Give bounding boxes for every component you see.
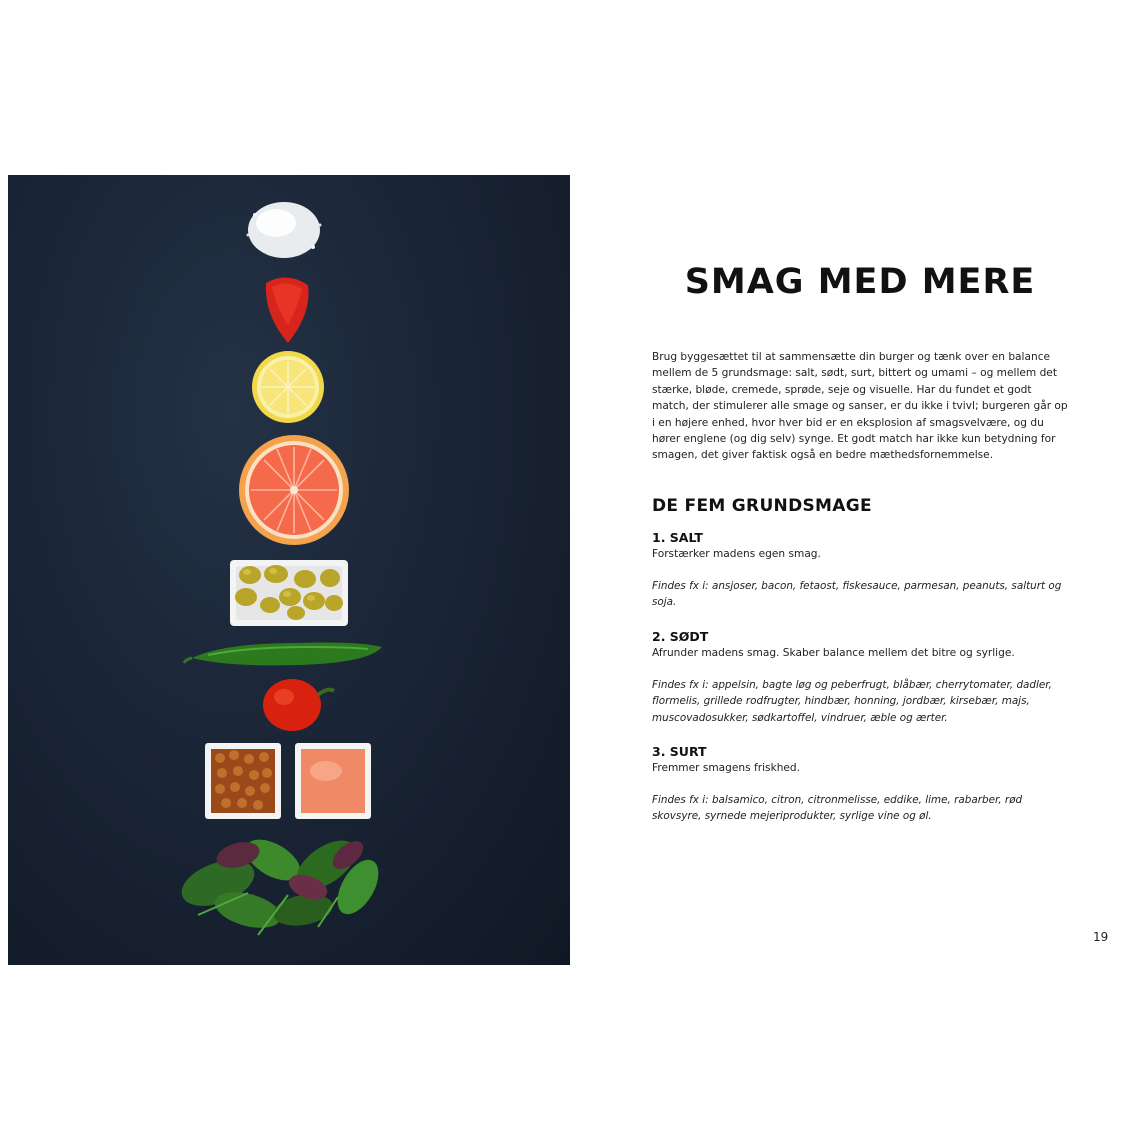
taste-heading: 2. SØDT [652,629,709,644]
taste-section-sour [652,743,1072,825]
taste-heading: 3. SURT [652,744,707,759]
grapefruit-half [239,435,349,545]
taste-description: Fremmer smagens friskhed. [652,762,801,774]
green-chili [184,643,382,666]
taste-examples: Findes fx i: balsamico, citron, citronmelisse, eddike, lime, rabarber, rød skovsyre, syrnede mejeriprodukter, syrlige vine og øl. [652,794,1023,823]
taste-heading: 1. SALT [652,530,703,545]
red-chili [263,679,334,731]
taste-description: Forstærker madens egen smag. [652,548,821,560]
taste-section-sweet [652,628,1072,726]
food-photo [8,175,570,965]
lemon-half [252,351,324,423]
taste-section-salt [652,529,1072,611]
olives-dish [230,560,348,626]
salad-leaves [175,831,386,935]
salt-pile [247,202,322,258]
page-title: SMAG MED MERE [684,262,1036,302]
section-heading: DE FEM GRUNDSMAGE [652,496,872,516]
chickpeas-dish [205,743,281,819]
strawberry [266,277,309,343]
intro-paragraph: Brug byggesættet til at sammensætte din burger og tænk over en balance mellem de 5 grundsmage: salt, sødt, surt, bittert og umami – og mellem det stærke, bløde, cremede, sprøde, seje og visuelle. Har du fundet et godt match, der stimulerer alle smage og sanser, er du ikke i tvivl; burgeren går op i en højere enhed, hvor hver bid er en eksplosion af smagsvelvære, og du hører englene (og dig selv) synge. Et godt match har ikke kun betydning for smagen, det giver faktisk også en bedre mæthedsfornemmelse. [652,351,1068,462]
sauce-dish [295,743,371,819]
page-number: 19 [1093,930,1109,944]
taste-examples: Findes fx i: ansjoser, bacon, fetaost, fiskesauce, parmesan, peanuts, salturt og soja. [652,580,1062,609]
taste-description: Afrunder madens smag. Skaber balance mellem det bitre og syrlige. [652,647,1015,659]
taste-examples: Findes fx i: appelsin, bagte løg og peberfrugt, blåbær, cherrytomater, dadler, flormelis, grillede rodfrugter, hindbær, honning, jordbær, kirsebær, majs, muscovadosukker, sødkartoffel, vindruer, æble og ærter. [652,679,1052,724]
